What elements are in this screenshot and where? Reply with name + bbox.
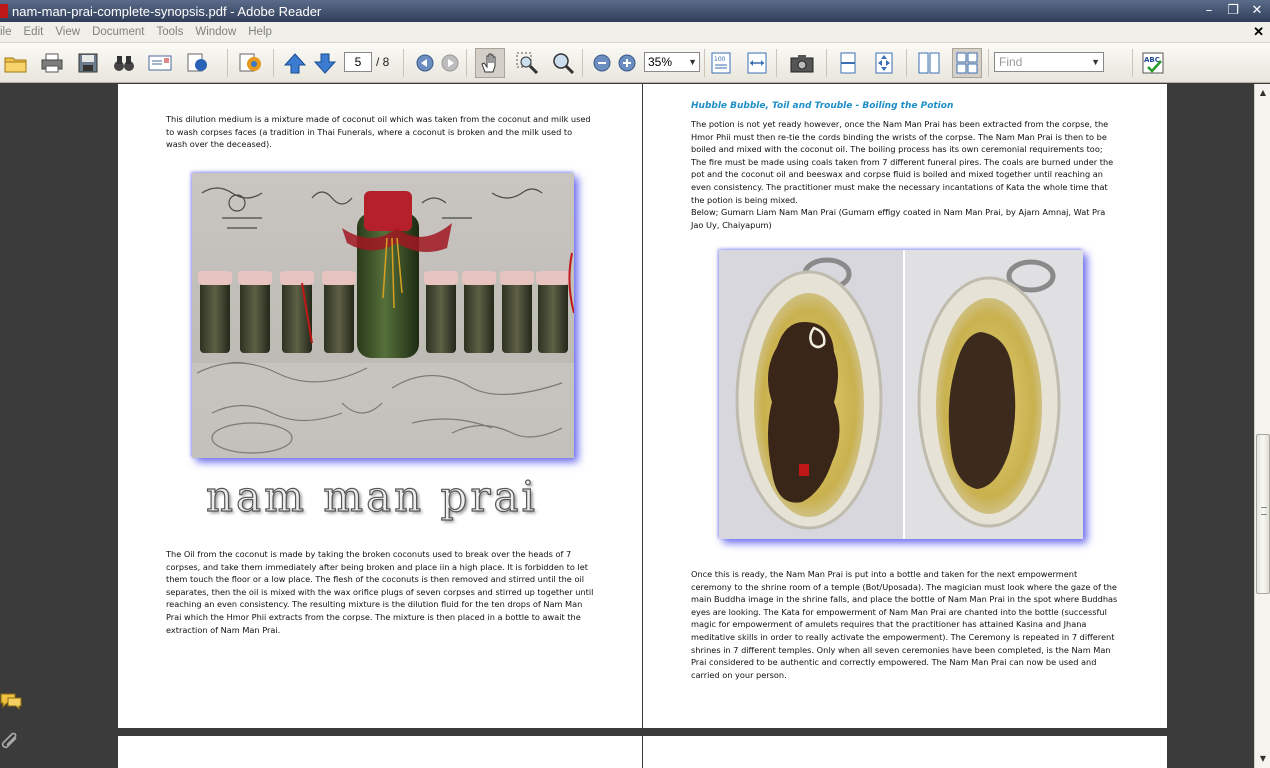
comments-icon[interactable] xyxy=(0,690,22,712)
spell-check-icon[interactable] xyxy=(1141,51,1165,75)
scroll-up-arrow-icon[interactable]: ▲ xyxy=(1259,88,1267,97)
save-icon[interactable] xyxy=(76,51,100,75)
bottles-photo xyxy=(192,173,574,458)
gumarn-effigy-photo xyxy=(719,250,1083,539)
binoculars-icon[interactable] xyxy=(112,51,136,75)
scroll-down-arrow-icon[interactable]: ▼ xyxy=(1259,754,1267,763)
toolbar xyxy=(0,43,1270,83)
minimize-button[interactable]: – xyxy=(1205,3,1213,18)
empowerment-paragraph: Once this is ready, the Nam Man Prai is put into a bottle and taken for the next empowerment ceremony to the shrine room of a temple (Bot/Uposada). The magician must look where the gaze of the main Buddha image in the shrine falls, and place the bottle of Nam Man Prai in the spot where Buddhas eyes are looking. The Kata for empowerment of Nam Man Prai are chanted into the bottle (successful magic for empowerment of amulets requires that the practitioner has attained Kasina and Jhana meditative skills in order to really activate the empowerment). The Ceremony is repeated in 7 different shrines in 7 different temples. Only when all seven ceremonies have been completed, is the Nam Man Prai considered to be authentic and correctly empowered. The Nam Man Prai can now be used and carried on your person. xyxy=(691,569,1118,680)
restore-button[interactable]: ❐ xyxy=(1227,3,1239,18)
close-document-button[interactable]: ✕ xyxy=(1253,24,1264,39)
window-title: nam-man-prai-complete-synopsis.pdf - Adobe Reader xyxy=(12,3,322,19)
open-folder-icon[interactable] xyxy=(4,51,28,75)
title-bar xyxy=(0,0,1270,22)
svg-text:100: 100 xyxy=(714,56,726,63)
attachment-paperclip-icon[interactable] xyxy=(0,732,22,754)
marquee-zoom-icon[interactable] xyxy=(515,51,539,75)
menu-tools[interactable]: Tools xyxy=(156,26,184,38)
menu-bar xyxy=(0,22,1270,43)
nam-man-prai-logo: nam man prai xyxy=(206,472,538,521)
next-page-icon[interactable] xyxy=(313,51,337,75)
menu-view[interactable]: View xyxy=(55,26,81,38)
two-up-continuous-icon xyxy=(955,51,979,75)
zoom-level-value: 35% xyxy=(648,55,673,69)
previous-page-icon[interactable] xyxy=(283,51,307,75)
menu-window[interactable]: Window xyxy=(195,26,237,38)
menu-document[interactable]: Document xyxy=(92,26,145,38)
menu-edit[interactable]: Edit xyxy=(23,26,44,38)
hand-tool-icon xyxy=(478,51,502,75)
previous-view-icon[interactable] xyxy=(413,51,437,75)
page-total-label: / 8 xyxy=(376,55,390,69)
next-view-icon[interactable] xyxy=(438,51,462,75)
email-icon[interactable] xyxy=(148,51,172,75)
zoom-out-icon[interactable] xyxy=(590,51,614,75)
chevron-down-icon[interactable]: ▼ xyxy=(688,57,697,67)
menu-help[interactable]: Help xyxy=(248,26,272,38)
find-input[interactable] xyxy=(994,52,1104,72)
image-caption: Below; Gumarn Liam Nam Man Prai (Gumarn effigy coated in Nam Man Prai, by Ajarn Amnaj, Wat Pra Jao Uy, Chaiyapum) xyxy=(691,207,1106,230)
boiling-potion-paragraph: The potion is not yet ready however, once the Nam Man Prai has been extracted from the corpse, the Hmor Phii must then re-tie the cords binding the wrists of the corpse. The Nam Man Prai is then to be boiled and mixed with the coconut oil. The boiling process has its own ceremonial requirements too; The fire must be made using coals taken from 7 different funeral pires. The coals are burned under the pot and the coconut oil and beeswax and corpse fluid is boiled and mixed together until reaching an even consistency. The practitioner must make the necessary incantations of Kata the whole time that the potion is being mixed. xyxy=(691,119,1114,205)
adobe-reader-icon xyxy=(0,4,8,18)
zoom-in-icon[interactable] xyxy=(615,51,639,75)
fit-page-icon[interactable] xyxy=(872,51,896,75)
print-icon[interactable] xyxy=(40,51,64,75)
pdf-page-next-right xyxy=(643,736,1167,768)
menu-file[interactable]: ile xyxy=(0,26,12,38)
snapshot-camera-icon[interactable] xyxy=(790,51,814,75)
fit-width-icon[interactable] xyxy=(745,51,769,75)
svg-text:ABC: ABC xyxy=(1144,56,1160,64)
pdf-page-right xyxy=(643,84,1167,728)
single-page-icon[interactable] xyxy=(836,51,860,75)
dilution-medium-paragraph: This dilution medium is a mixture made of coconut oil which was taken from the coconut and milk used to wash corpses faces (a tradition in Thai Funerals, where a coconut is broken and the milk used to wash over the deceased). xyxy=(166,114,591,150)
pdf-page-left xyxy=(118,84,642,728)
two-up-icon[interactable] xyxy=(917,51,941,75)
actual-size-icon[interactable] xyxy=(709,51,733,75)
share-review-icon[interactable] xyxy=(186,51,210,75)
coconut-oil-paragraph: The Oil from the coconut is made by taking the broken coconuts used to break over the heads of 7 corpses, and take them immediately after being broken and place iin a high place. It is forbidden to let them touch the floor or a low place. The flesh of the coconuts is then removed and stirred until the oil separates, then the oil is mixed with the wax orifice plugs of seven corpses and stirred up together until reaching an even consistency. The resulting mixture is the dilution fluid for the ten drops of Nam Man Prai which the Hmor Phii extracts from the corpse. The mixture is then placed in a bottle to await the extraction of Nam Man Prai. xyxy=(166,549,594,635)
page-number-field[interactable]: 5 xyxy=(344,52,372,72)
close-window-button[interactable]: ✕ xyxy=(1251,3,1263,18)
pdf-page-next-left xyxy=(118,736,642,768)
collaborate-icon[interactable] xyxy=(238,51,262,75)
scrollbar-thumb[interactable] xyxy=(1256,434,1270,594)
find-placeholder: Find xyxy=(999,55,1023,69)
dynamic-zoom-icon[interactable] xyxy=(551,51,575,75)
zoom-level-field[interactable] xyxy=(644,52,700,72)
chevron-down-icon[interactable]: ▼ xyxy=(1091,57,1100,67)
vertical-scrollbar[interactable] xyxy=(1254,84,1270,768)
document-viewport[interactable] xyxy=(0,84,1254,768)
section-heading: Hubble Bubble, Toil and Trouble - Boiling the Potion xyxy=(691,101,954,111)
